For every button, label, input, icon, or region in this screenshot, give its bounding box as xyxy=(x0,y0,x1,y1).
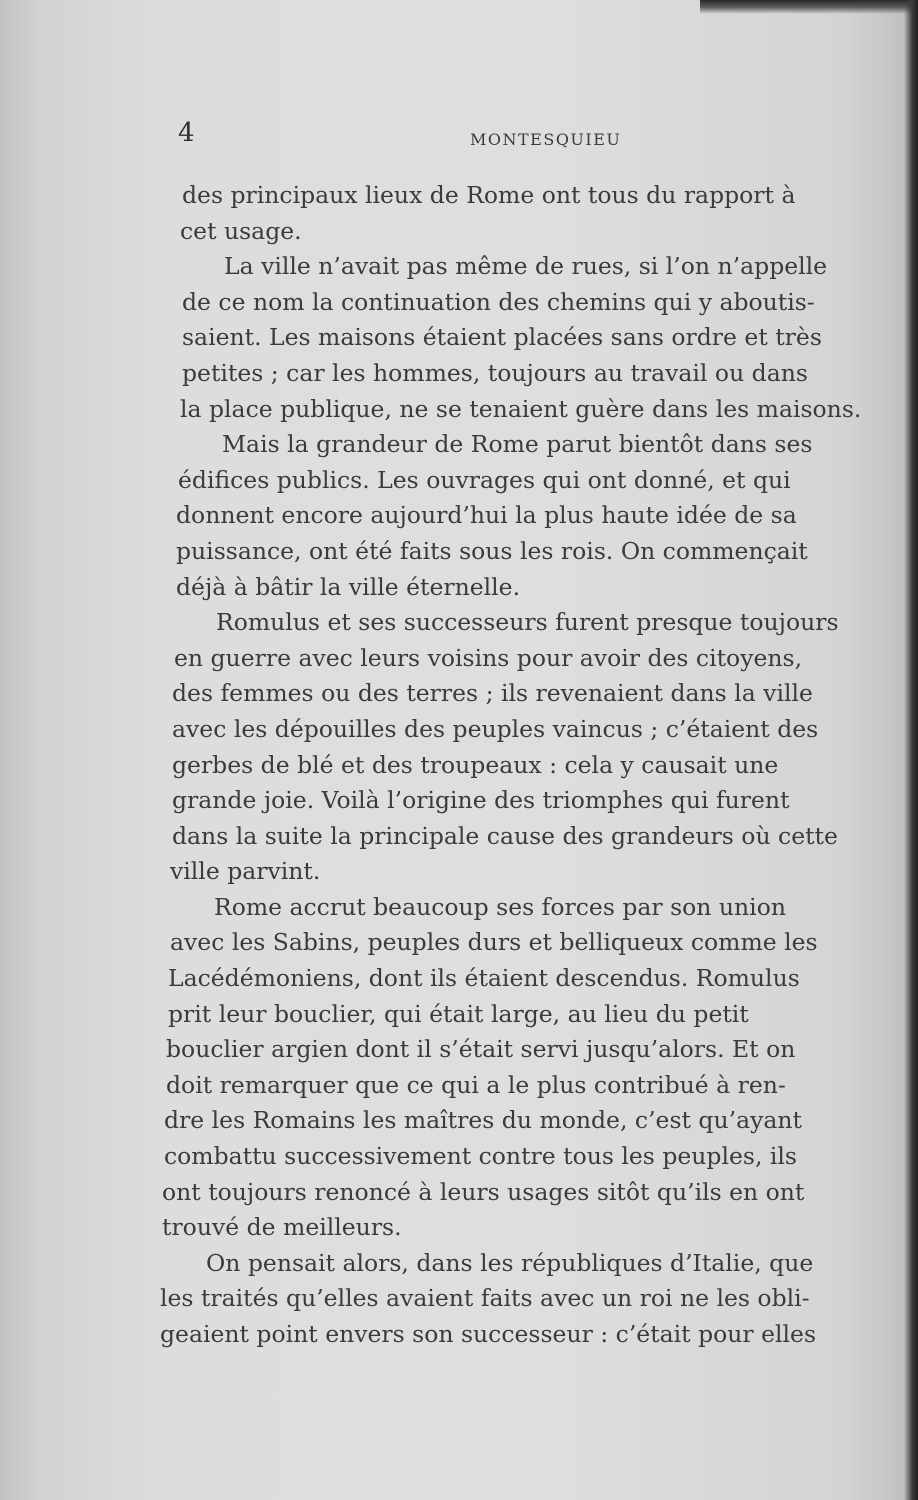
text-line: déjà à bâtir la ville éternelle. xyxy=(176,572,521,601)
text-line: La ville n’avait pas même de rues, si l’on n’appelle xyxy=(224,252,828,281)
text-line: avec les dépouilles des peuples vaincus ; c’étaient des xyxy=(172,714,819,743)
scan-shadow-top xyxy=(700,0,918,14)
paragraph xyxy=(160,1246,900,1353)
text-line: gerbes de blé et des troupeaux : cela y causait une xyxy=(172,750,779,779)
running-title: MONTESQUIEU xyxy=(470,130,622,149)
paragraph xyxy=(160,249,900,427)
text-line: dre les Romains les maîtres du monde, c’est qu’ayant xyxy=(164,1106,802,1135)
text-line: des femmes ou des terres ; ils revenaient dans la ville xyxy=(172,679,813,708)
page-edge-shadow xyxy=(904,0,918,1500)
paragraph xyxy=(160,605,900,890)
text-line: doit remarquer que ce qui a le plus contribué à ren- xyxy=(166,1070,786,1099)
paragraph xyxy=(160,890,900,1246)
text-line: ville parvint. xyxy=(170,857,321,886)
text-line: cet usage. xyxy=(180,216,302,245)
text-line: puissance, ont été faits sous les rois. On commençait xyxy=(176,536,808,565)
text-line: dans la suite la principale cause des grandeurs où cette xyxy=(172,821,838,850)
text-line: grande joie. Voilà l’origine des triomphes qui furent xyxy=(172,786,790,815)
text-line: Lacédémoniens, dont ils étaient descendus. Romulus xyxy=(168,964,800,993)
text-line: petites ; car les hommes, toujours au travail ou dans xyxy=(182,358,808,387)
text-line: geaient point envers son successeur : c’était pour elles xyxy=(160,1320,817,1348)
paragraph xyxy=(160,178,900,249)
text-line: donnent encore aujourd’hui la plus haute idée de sa xyxy=(176,501,797,530)
text-line: combattu successivement contre tous les peuples, ils xyxy=(164,1142,797,1171)
text-line: ont toujours renoncé à leurs usages sitôt qu’ils en ont xyxy=(162,1177,805,1206)
text-line: On pensait alors, dans les républiques d’Italie, que xyxy=(206,1248,814,1277)
text-line: les traités qu’elles avaient faits avec un roi ne les obli- xyxy=(160,1284,810,1313)
text-line: de ce nom la continuation des chemins qui y aboutis- xyxy=(182,287,815,316)
page-header xyxy=(170,118,890,158)
text-line: des principaux lieux de Rome ont tous du rapport à xyxy=(182,181,796,209)
text-line: Romulus et ses successeurs furent presque toujours xyxy=(216,608,839,637)
text-line: édifices publics. Les ouvrages qui ont donné, et qui xyxy=(178,465,791,494)
text-line: avec les Sabins, peuples durs et belliqueux comme les xyxy=(170,928,818,957)
text-line: prit leur bouclier, qui était large, au lieu du petit xyxy=(168,999,749,1028)
text-line: trouvé de meilleurs. xyxy=(162,1213,402,1242)
page-number: 4 xyxy=(178,118,195,148)
page-crease xyxy=(0,0,40,1500)
body-text xyxy=(160,178,900,1353)
paragraph xyxy=(160,427,900,605)
text-line: la place publique, ne se tenaient guère dans les maisons. xyxy=(180,394,862,423)
text-line: en guerre avec leurs voisins pour avoir des citoyens, xyxy=(174,643,803,672)
text-line: Mais la grandeur de Rome parut bientôt dans ses xyxy=(222,430,813,459)
text-line: Rome accrut beaucoup ses forces par son union xyxy=(214,892,786,921)
text-line: bouclier argien dont il s’était servi jusqu’alors. Et on xyxy=(166,1035,796,1064)
text-line: saient. Les maisons étaient placées sans ordre et très xyxy=(182,323,822,352)
